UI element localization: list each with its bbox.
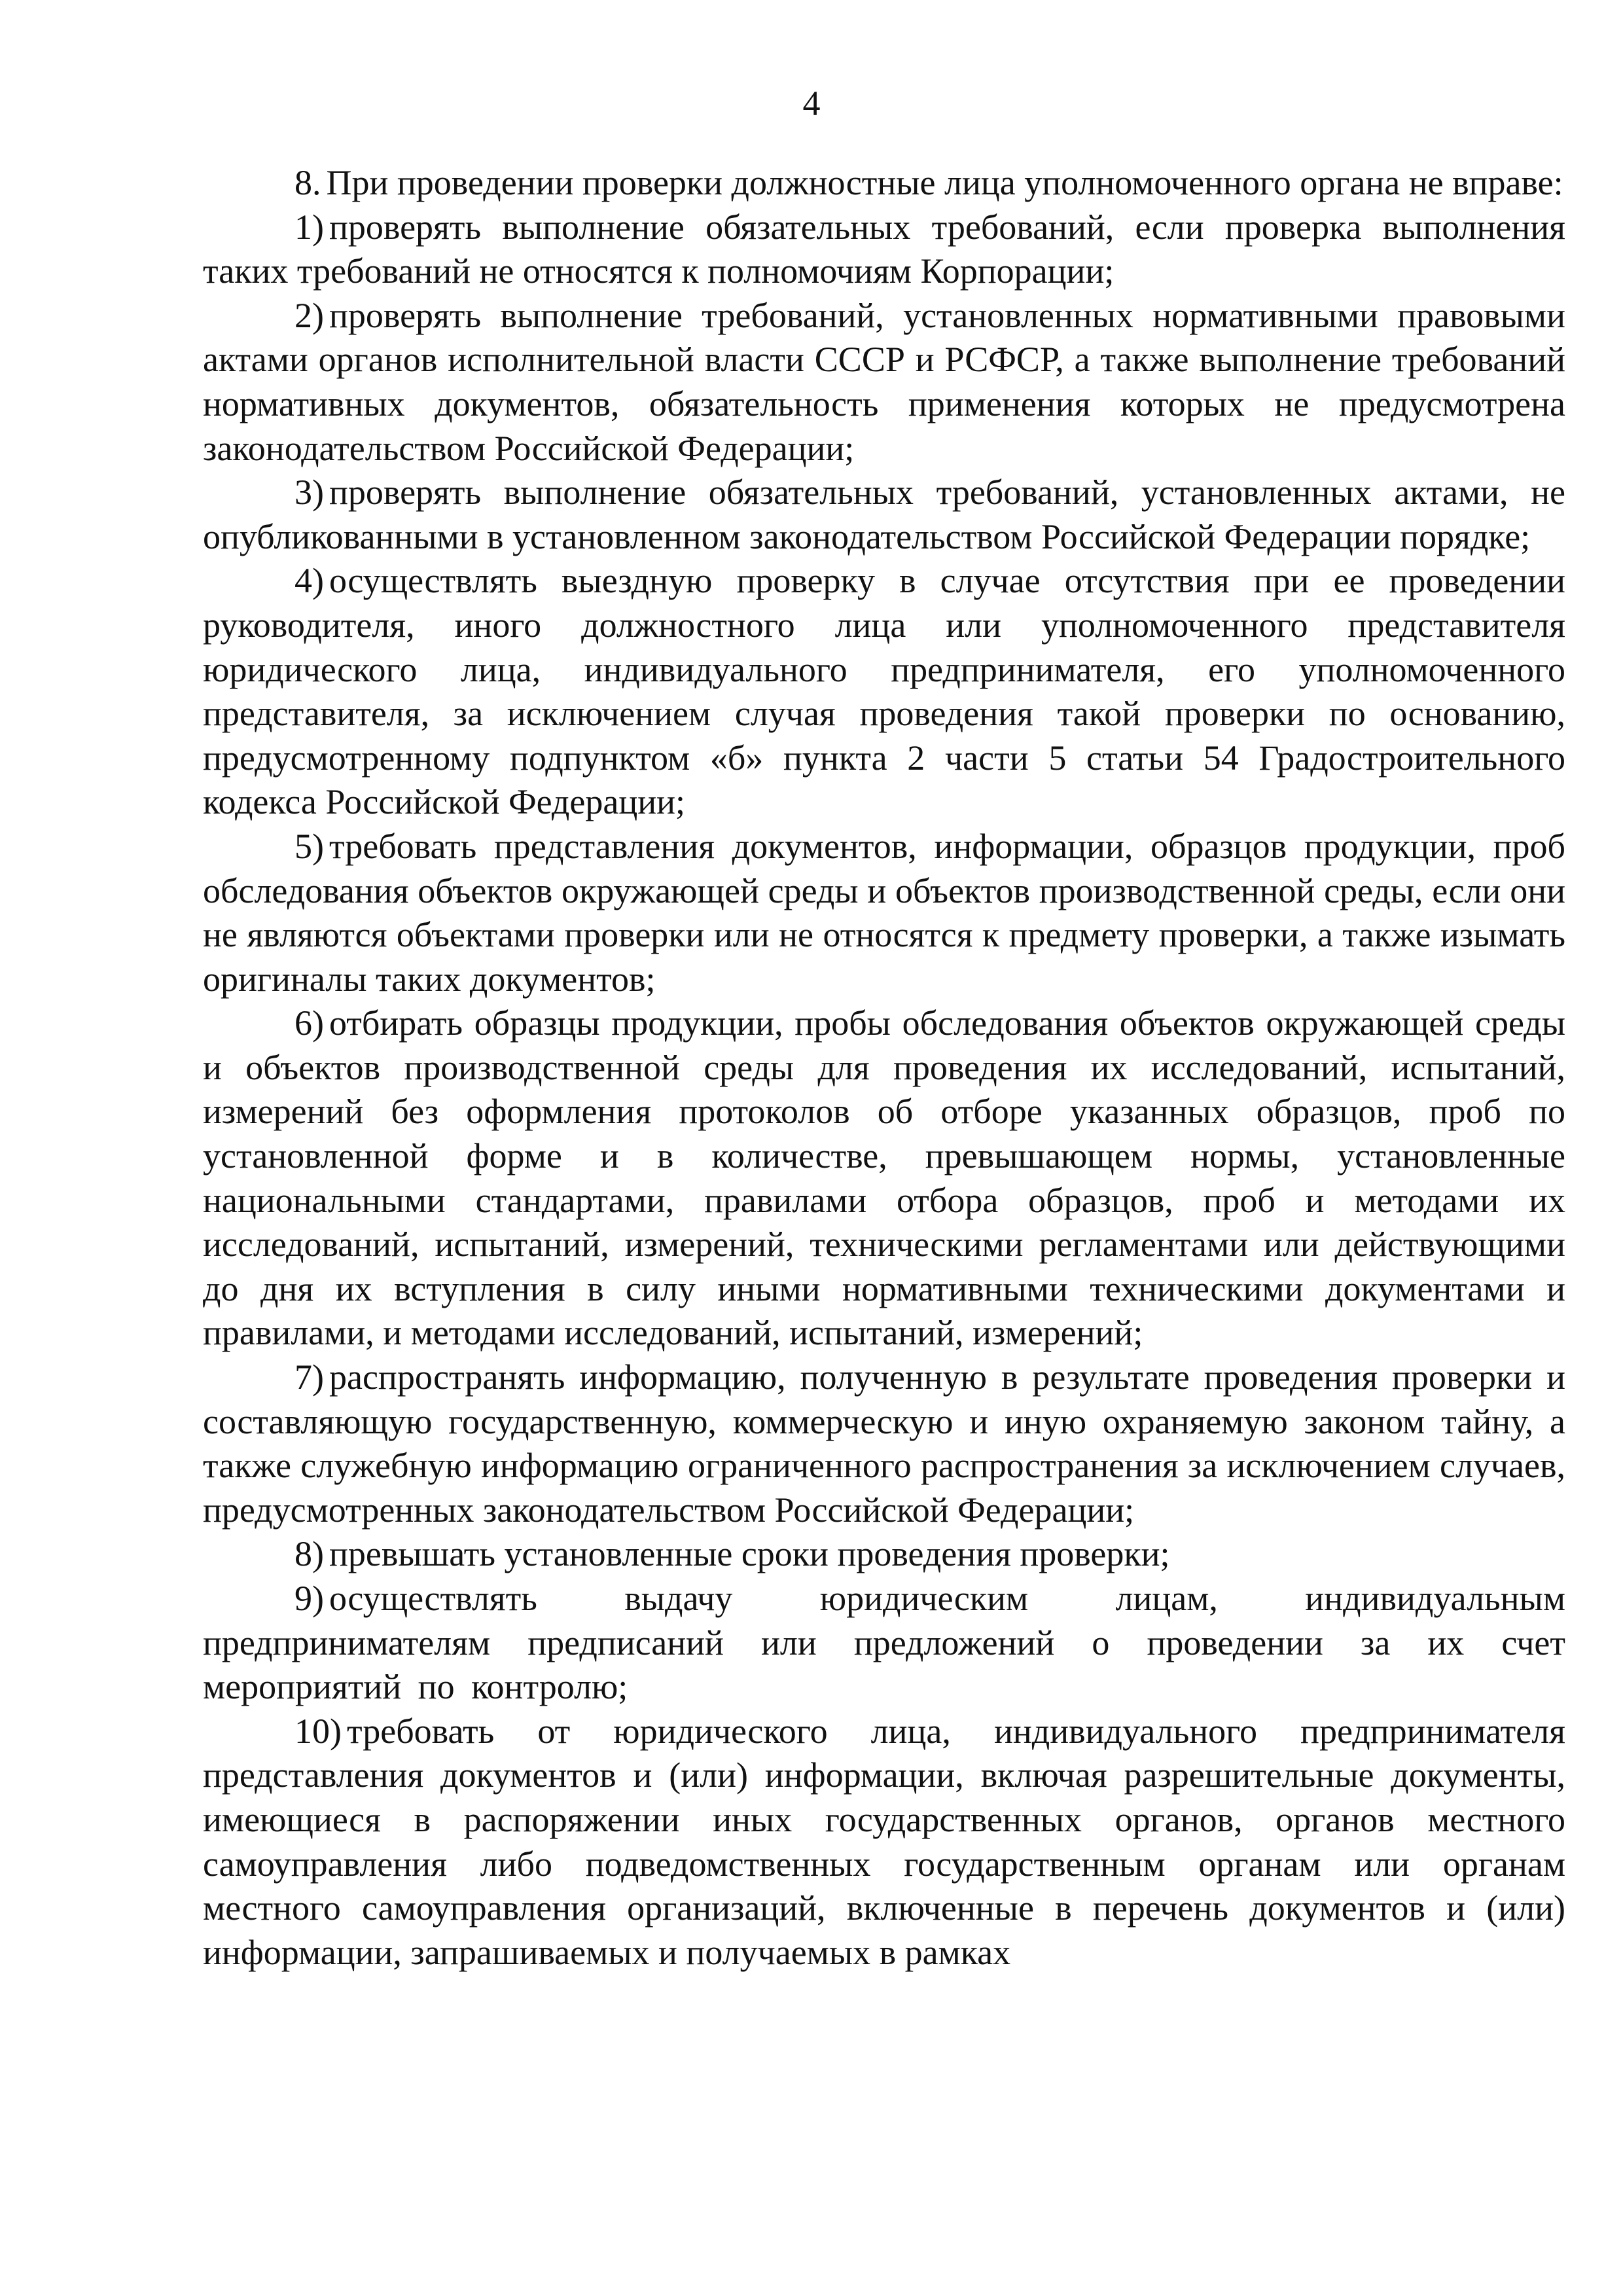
paragraph-text: При проведении проверки должностные лица уполномоченного органа не вправе: — [326, 163, 1563, 202]
item-text: требовать от юридического лица, индивидуального предпринимателя представления документов и (или) информации, включая разрешительные документы, имеющиеся в распоряжении иных государственных органов, органов местного самоуправления либо подведомственных государственным органам или органам местного самоуправления организаций, включенные в перечень документов и (или) информации, запрашиваемых и получаемых в рамках — [203, 1711, 1565, 1972]
item-text: распространять информацию, полученную в результате проведения проверки и составляющую государственную, коммерческую и иную охраняемую законом тайну, а также служебную информацию ограниченного распространения за исключением случаев, предусмотренных законодательством Российской Федерации; — [203, 1357, 1565, 1530]
paragraph-8 — [203, 161, 1565, 206]
item-number: 5) — [294, 826, 324, 866]
list-item-4 — [203, 559, 1565, 825]
item-number: 3) — [294, 473, 324, 512]
item-text: осуществлять выдачу юридическим лицам, индивидуальным предпринимателям предписаний или предложений о проведении за их счет мероприятий по контролю; — [203, 1579, 1565, 1707]
list-item-5 — [203, 825, 1565, 1001]
paragraph-number: 8. — [294, 163, 321, 202]
item-number: 4) — [294, 561, 324, 601]
list-item-7 — [203, 1355, 1565, 1532]
list-item-8 — [203, 1532, 1565, 1577]
item-text: проверять выполнение обязательных требований, если проверка выполнения таких требований не относятся к полномочиям Корпорации; — [203, 207, 1565, 291]
list-item-2 — [203, 294, 1565, 471]
item-text: требовать представления документов, информации, образцов продукции, проб обследования объектов окружающей среды и объектов производственной среды, если они не являются объектами проверки или не относятся к предмету проверки, а также изымать оригиналы таких документов; — [203, 826, 1565, 999]
item-number: 1) — [294, 207, 324, 247]
item-number: 9) — [294, 1579, 324, 1618]
item-text: отбирать образцы продукции, пробы обследования объектов окружающей среды и объектов производственной среды для проведения их исследований, испытаний, измерений без оформления протоколов об отборе указанных образцов, проб по установленной форме и в количестве, превышающем нормы, установленные национальными стандартами, правилами отбора образцов, проб и методами их исследований, испытаний, измерений, техническими регламентами или действующими до дня их вступления в силу иными нормативными техническими документами и правилами, и методами исследований, испытаний, измерений; — [203, 1003, 1565, 1353]
item-number: 7) — [294, 1357, 324, 1397]
list-item-6 — [203, 1001, 1565, 1355]
list-item-3 — [203, 471, 1565, 559]
list-item-1 — [203, 206, 1565, 294]
item-text: проверять выполнение требований, установленных нормативными правовыми актами органов исполнительной власти СССР и РСФСР, а также выполнение требований нормативных документов, обязательность применения которых не предусмотрена законодательством Российской Федерации; — [203, 295, 1565, 468]
item-text: превышать установленные сроки проведения проверки; — [329, 1534, 1170, 1574]
list-item-10 — [203, 1710, 1565, 1975]
item-number: 8) — [294, 1534, 324, 1574]
item-number: 2) — [294, 295, 324, 335]
item-number: 10) — [294, 1711, 342, 1751]
item-number: 6) — [294, 1003, 324, 1043]
page-number: 4 — [802, 84, 821, 123]
item-text: осуществлять выездную проверку в случае отсутствия при ее проведении руководителя, иного должностного лица или уполномоченного представителя юридического лица, индивидуального предпринимателя, его уполномоченного представителя, за исключением случая проведения такой проверки по основанию, предусмотренному подпунктом «б» пункта 2 части 5 статьи 54 Градостроительного кодекса Российской Федерации; — [203, 561, 1565, 822]
list-item-9 — [203, 1577, 1565, 1710]
item-text: проверять выполнение обязательных требований, установленных актами, не опубликованными в установленном законодательством Российской Федерации порядке; — [203, 473, 1565, 556]
document-body — [203, 161, 1565, 1975]
